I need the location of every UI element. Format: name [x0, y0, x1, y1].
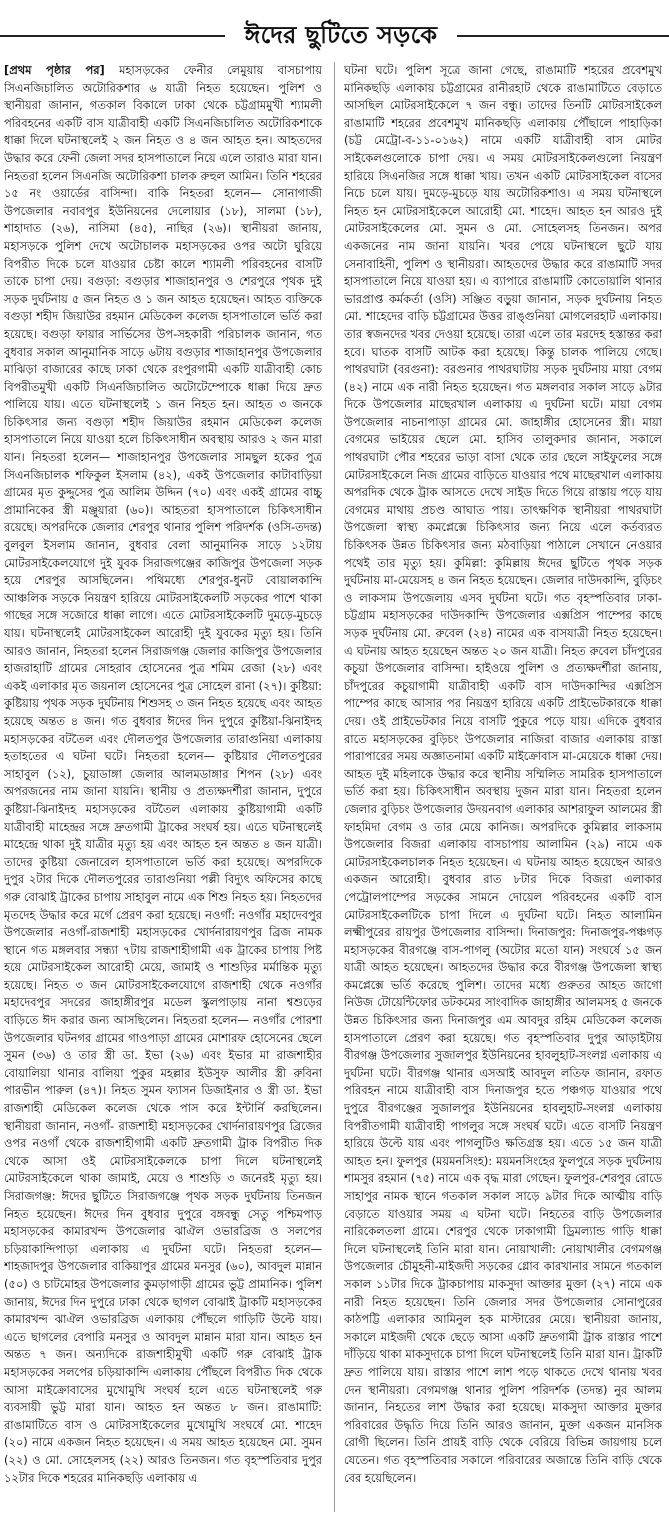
right-column [344, 62, 662, 1512]
column-divider [334, 62, 335, 1512]
left-column-body: মহাসড়কের ফেনীর লেমুয়ায় বাসচাপায় সিএনজিচালিত অটোরিকশার ৬ যাত্রী নিহত হয়েছেন। পুলিশ ও স্থানীয়রা জানান, গতকাল বিকালে ঢাকা থেকে চট্টগ্রামমুখী শ্যামলী পরিবহনের একটি বাস যাত্রীবাহী একটি সিএনজিচালিত অটোরিকশাকে ধাক্কা দিলে ঘটনাস্থলেই ২ জন নিহত ও ৪ জন আহত হন। আহতদের উদ্ধার করে ফেনী জেলা সদর হাসপাতালে নিয়ে এলে তারাও মারা যান। নিহতরা হলেন সিএনজি অটোরিকশা চালক রুহুল আমিন। তিনি শহরের ১৫ নং ওয়ার্ডের বাসিন্দা। বাকি নিহতরা হলেন— সোনাগাজী উপজেলার নবাবপুর ইউনিয়নের দেলোয়ার (১৮), সালমা (১৮), শাহাদাত (২৬), নাসিমা (৪৫), নাছির (২৬)। স্থানীয়রা জানায়, মহাসড়কে পুলিশ দেখে অটোচালক মহাসড়কের ওপর অটো ঘুরিয়ে বিপরীত দিকে চলে যাওয়ার চেষ্টা কালে শ্যামলী পরিবহনের বাসটি তাকে চাপা দেয়। বগুড়া: বগুড়ার শাজাহানপুর ও শেরপুরে পৃথক দুই সড়ক দুর্ঘটনায় ৫ জন নিহত ও ১ জন আহত হয়েছেন। আহত ব্যক্তিকে বগুড়া শহীদ জিয়াউর রহমান মেডিকেল কলেজ হাসপাতালে ভর্তি করা হয়েছে। বগুড়া ফায়ার সার্ভিসের উপ-সহকারী পরিচালক জানান, গত বুধবার সকাল আনুমানিক সাড়ে ৬টায় বগুড়ার শাজাহানপুর উপজেলার মাঝিড়া বাজারের কাছে ঢাকা থেকে রংপুরগামী একটি যাত্রীবাহী কোচ বিপরীতমুখী একটি সিএনজিচালিত অটোটেম্পোকে ধাক্কা দিয়ে দ্রুত পালিয়ে যায়। এতে ঘটনাস্থলেই ১ জন নিহত হন। আহত ৩ জনকে চিকিৎসার জন্য বগুড়া শহীদ জিয়াউর রহমান মেডিকেল কলেজ হাসপাতালে নিয়ে যাওয়া হলে চিকিৎসাধীন অবস্থায় আরও ২ জন মারা যান। নিহতরা হলেন— শাজাহানপুর উপজেলার সামছুল হকের পুত্র সিএনজিচালক শফিকুল ইসলাম (৪২), একই উপজেলার কাটাবাড়িয়া গ্রামের মৃত কুদ্দুসের পুত্র আলিম উদ্দিন (৭০) এবং একই গ্রামের বাচ্চু প্রামানিকের স্ত্রী মঞ্জুয়ারা (৬০)। আহতরা হাসপাতালে চিকিৎসাধীন রয়েছে। অপরদিকে জেলার শেরপুর থানার পুলিশ পরিদর্শক (ওসি-তদন্ত) বুলবুল ইসলাম জানান, বুধবার বেলা আনুমানিক সাড়ে ১২টায় মোটরসাইকেলযোগে দুই যুবক সিরাজগঞ্জের কাজিপুর উপজেলা সড়ক হয়ে শেরপুর আসছিলেন। পথিমধ্যে শেরপুর-ধুনট বোয়ালকান্দি আঞ্চলিক সড়কে নিয়ন্ত্রণ হারিয়ে মোটরসাইকেলটি সড়কের পাশে থাকা গাছের সঙ্গে সজোরে ধাক্কা লাগে। এতে মোটরসাইকেলটি দুমড়ে-মুচড়ে যায়। ঘটনাস্থলেই মোটরসাইকেল আরোহী দুই যুবকের মৃত্যু হয়। তিনি আরও জানান, নিহতরা হলেন সিরাজগঞ্জ জেলার কাজিপুর উপজেলার হাজরাহাটি গ্রামের সোহরাব হোসেনের পুত্র শমিম রেজা (২৮) এবং একই এলাকার মৃত জয়নাল হোসেনের পুত্র সোহেল রানা (২৭)। কুষ্টিয়া: কুষ্টিয়ায় পৃথক সড়ক দুর্ঘটনায় শিশুসহ ৩ জন নিহত হয়েছে এবং আহত হয়েছে অন্তত ৪ জন। গত বুধবার ঈদের দিন দুপুরে কুষ্টিয়া-ঝিনাইদহ মহাসড়কের বটতৈল এবং দৌলতপুর উপজেলার তারাগুনিয়া এলাকায় হতাহতের এ ঘটনা ঘটে। নিহতরা হলেন— কুষ্টিয়ার দৌলতপুরের সাহাবুল (১২), চুয়াডাঙ্গা জেলার আলমডাঙ্গার শিপন (২৮) এবং অপরজনের নাম জানা যায়নি। স্থানীয় ও প্রত্যক্ষদর্শীরা জানান, দুপুরে কুষ্টিয়া-ঝিনাইদহ মহাসড়কের বটতৈল এলাকায় কুষ্টিয়াগামী একটি যাত্রীবাহী মাহেন্দ্রর সঙ্গে দ্রুতগামী ট্রাকের সংঘর্ষ হয়। এতে ঘটনাস্থলেই মাহেন্দ্রে থাকা দুই যাত্রীর মৃত্যু হয় এবং আহত হন অন্তত ৪ জন যাত্রী। তাদের কুষ্টিয়া জেনারেল হাসপাতালে ভর্তি করা হয়েছে। অপরদিকে দুপুর ২টার দিকে দৌলতপুরের তারাগুনিয়া পল্লী বিদ্যুৎ অফিসের কাছে গরু বোঝাই ট্রাকের চাপায় সাহাবুল নামে এক শিশু নিহত হয়। নিহতদের মৃতদেহ উদ্ধার করে মর্গে প্রেরণ করা হয়েছে। নওগাঁ: নওগাঁর মহাদেবপুর উপজেলার নওগাঁ-রাজশাহী মহাসড়কের খোর্দনারায়ণপুর ব্রিজ নামক স্থানে গত মঙ্গলবার সন্ধ্যা ৭টায় রাজশাহীগামী এক ট্রাকের চাপায় পিষ্ট হয়ে মোটরসাইকেল আরোহী মেয়ে, জামাই ও শাশুড়ির মর্মান্তিক মৃত্যু হয়েছে। নিহত ৩ জন মোটরসাইকেলযোগে রাজশাহী থেকে নওগাঁর মহাদেবপুর সদরের জাহাঙ্গীরপুর মডেল স্কুলপাড়ায় নানা শ্বশুড়ের বাড়িতে ঈদ করার জন্য আসছিলেন। নিহতরা হলেন— নওগাঁর পোরশা উপজেলার ঘটনগর গ্রামের গাওপাড়া গ্রামের মোশারফ হোসেনের ছেলে সুমন (৩৬) ও তার স্ত্রী ডা. ইভা (২৬) এবং ইভার মা রাজশাহীর বোয়ালিয়া থানার বালিয়া পুকুর মহল্লার ইউসুফ আলীর স্ত্রী রুবিনা পারভীন পারুল (৪৭)। নিহত সুমন ফ্যাসন ডিজাইনার ও স্ত্রী ডা. ইভা রাজশাহী মেডিকেল কলেজ থেকে পাস করে ইন্টার্নি করছিলেন। স্থানীয়রা জানান, নওগাঁ- রাজশাহী মহাসড়কের খোর্দনারায়ণপুর ব্রিজের ওপর নওগাঁ থেকে রাজশাহীগামী একটি দ্রুতগামী ট্রাক বিপরীত দিক থেকে আসা ওই মোটরসাইকেলকে চাপা দিলে ঘটনাস্থলেই মোটরসাইকেলে থাকা জামাই, মেয়ে ও শাশুড়ি ৩ জনেরই মৃত্যু হয়। সিরাজগঞ্জ: ঈদের ছুটিতে সিরাজগঞ্জে পৃথক সড়ক দুর্ঘটনায় তিনজন নিহত হয়েছেন। ঈদের দিন বুধবার দুপুরে বঙ্গবন্ধু সেতু পশ্চিমপাড় মহাসড়কের কামারখন্দ উপজেলার ঝাঐল ওভারব্রিজ ও সলপের চড়িয়াকান্দিপাড়া এলাকায় এ দুর্ঘটনা ঘটে। নিহতরা হলেন— শাহজাদপুর উপজেলার বাকিয়াপুর গ্রামের মনসুর (৬০), আবদুল মান্নান (৫০) ও চাটমোহর উপজেলার কুমড়াগাড়ী গ্রামের ভুট্ট প্রামানিক। পুলিশ জানায়, ঈদের দিন দুপুরে ঢাকা থেকে ছাগল বোঝাই ট্রাকটি মহাসড়কের কামারখন্দ ঝাঐল ওভারব্রিজ এলাকায় পৌঁছলে গাড়িটি উল্টে যায়। এতে ছাগলের বেপারি মনসুর ও আবদুল মান্নান মারা যান। আহত হন অন্তত ৭ জন। অন্যদিকে রাজশাহীমুখী একটি গরু বোঝাই ট্রাক মহাসড়কের সলপের চড়িয়াকান্দি এলাকায় পৌঁছলে বিপরীত দিক থেকে আসা মাইক্রোবাসের মুখোমুখি সংঘর্ষ হলে এতে ঘটনাস্থলেই গরু ব্যবসায়ী ভুট্ট মারা যান। আহত হন অন্তত ৮ জন। রাঙামাটি: রাঙামাটিতে বাস ও মোটরসাইকেলের মুখোমুখি সংঘর্ষে মো. শাহেদ (২০) নামে একজন নিহত হয়েছেন। এ সময় আহত হয়েছেন মো. সুমন (২২) ও মো. সোহেলসহ (২২) আরও তিনজন। গত বৃহস্পতিবার দুপুর ১২টার দিকে শহরের মানিকছড়ি এলাকায় এ [4, 63, 322, 1485]
left-column [4, 62, 322, 1512]
article-columns [4, 62, 665, 1512]
left-column-text [4, 62, 322, 1487]
article-headline: ঈদের ছুটিতে সড়কে [225, 20, 457, 50]
page-continuation-label: [প্রথম পৃষ্ঠার পর] [4, 63, 105, 77]
right-column-body: ঘটনা ঘটে। পুলিশ সূত্রে জানা গেছে, রাঙামাটি শহরের প্রবেশমুখ মানিকছড়ি এলাকায় চট্টগ্রামের রানীরহাট থেকে রাঙামাটিতে বেড়াতে আসছিল মোটরসাইকেলে ৭ জন বন্ধু। তাদের তিনটি মোটরসাইকেল রাঙামাটি শহরের প্রবেশমুখ মানিকছড়ি এলাকায় পৌঁছালে পাহাড়িকা (চট্ট মেট্রো-ব-১১-০১৬২) নামে একটি যাত্রীবাহী বাস মোটর সাইকেলগুলোকে চাপা দেয়। এ সময় মোটরসাইকেলগুলো নিয়ন্ত্রণ হারিয়ে সিএনজির সঙ্গে ধাক্কা খায়। তখন একটি মোটরসাইকেল বাসের নিচে চলে যায়। দুমড়ে-মুচড়ে যায় অটোরিকশাও। এ সময় ঘটনাস্থলে নিহত হন মোটরসাইকেলে আরোহী মো. শাহেদ। আহত হন আরও দুই মোটরসাইকেলের মো. সুমন ও মো. সোহেলসহ তিনজন। অপর একজনের নাম জানা যায়নি। খবর পেয়ে ঘটনাস্থলে ছুটে যায় সেনাবাহিনী, পুলিশ ও স্থানীয়রা। আহতদের উদ্ধার করে রাঙামাটি সদর হাসপাতালে নিয়ে যাওয়া হয়। এ ব্যাপারে রাঙামাটি কোতোয়ালি থানার ভারপ্রাপ্ত কর্মকর্তা (ওসি) সঞ্জিত বড়ুয়া জানান, সড়ক দুর্ঘটনায় নিহত মো. শাহেদের বাড়ি চট্টগ্রামের উত্তর রাঙ্গুনিয়া মোগলেরহাট এলাকায়। তার স্বজনদের খবর দেওয়া হয়েছে। তারা এলে তার মরদেহ হস্তান্তর করা হবে। ঘাতক বাসটি আটক করা হয়েছে। কিন্তু চালক পালিয়ে গেছে। পাথরঘাটা (বরগুনা): বরগুনার পাথরঘাটায় সড়ক দুর্ঘটনায় মায়া বেগম (৪২) নামে এক নারী নিহত হয়েছেন। গত মঙ্গলবার সকাল সাড়ে ৯টার দিকে উপজেলার মাছেরখাল এলাকায় এ দুর্ঘটনা ঘটে। মায়া বেগম উপজেলার নাচনাপাড়া গ্রামের মো. জাহাঙ্গীর হোসেনের স্ত্রী। মায়া বেগমের ভাইয়ের ছেলে মো. হাসিব তালুকদার জানান, সকালে পাথরঘাটা পৌর শহরের ভাড়া বাসা থেকে তার ছেলে সাইফুলের সঙ্গে মোটরসাইকেলে নিজ গ্রামের বাড়িতে যাওয়ার পথে মাছেরখাল এলাকায় অপরদিক থেকে ট্রাক আসতে দেখে সাইড দিতে গিয়ে রাস্তায় পড়ে যায় বেগমের মাথায় প্রচণ্ড আঘাত পায়। তাৎক্ষণিক স্থানীয়রা পাথরঘাটা উপজেলা স্বাস্থ্য কমপ্লেক্সে চিকিৎসার জন্য নিয়ে এলে কর্তব্যরত চিকিৎসক উন্নত চিকিৎসার জন্য মঠবাড়িয়া পাঠালে সেখানে নেওয়ার পথেই তার মৃত্যু হয়। কুমিল্লা: কুমিল্লায় ঈদের ছুটিতে পৃথক সড়ক দুর্ঘটনায় মা-মেয়েসহ ৪ জন নিহত হয়েছেন। জেলার দাউদকান্দি, বুড়িচং ও লাকসাম উপজেলায় এসব দুর্ঘটনা ঘটে। গত বৃহস্পতিবার ঢাকা-চট্টগ্রাম মহাসড়কের দাউদকান্দি উপজেলার এক্সপ্রিস পাম্পের কাছে সড়ক দুর্ঘটনায় মো. রুবেল (২৪) নামের এক বাসযাত্রী নিহত হয়েছেন। এ ঘটনায় আহত হয়েছেন অন্তত ২০ জন যাত্রী। নিহত রুবেল চাঁদপুরের কচুয়া উপজেলার বাসিন্দা। হাইওয়ে পুলিশ ও প্রত্যক্ষদর্শীরা জানায়, চাঁদপুরের কচুয়াগামী যাত্রীবাহী একটি বাস দাউদকান্দির এক্সপ্রিস পাম্পের কাছে আসার পর নিয়ন্ত্রণ হারিয়ে একটি প্রাইভেটকারকে ধাক্কা দেয়। ওই প্রাইভেটকার নিয়ে বাসটি পুকুরে পড়ে যায়। এদিকে বুধবার রাতে মহাসড়কের বুড়িচং উপজেলার নাজিরা বাজার এলাকায় রাস্তা পারাপারের সময় অজ্ঞাতনামা একটি মাইক্রোবাস মা-মেয়েকে ধাক্কা দেয়। আহত দুই মহিলাকে উদ্ধার করে স্থানীয় সম্মিলিত সামরিক হাসপাতালে ভর্তি করা হয়। চিকিৎসাধীন অবস্থায় দুজন মারা যান। নিহতরা হলেন জেলার বুড়িচং উপজেলার উদয়নবাগ এলাকার আশরাফুল আলমের স্ত্রী ফাহমিদা বেগম ও তার মেয়ে কানিজ। অপরদিকে কুমিল্লার লাকসাম উপজেলার বিজরা এলাকায় বাসচাপায় আলামিন (২৯) নামে এক মোটরসাইকেলচালক নিহত হয়েছেন। এ ঘটনায় আহত হয়েছেন আরও একজন আরোহী। বুধবার রাত ৮টার দিকে বিজরা এলাকার পেট্রোলপাম্পের সড়কের সামনে দোয়েল পরিবহনের একটি বাস মোটরসাইকেলটিকে চাপা দিলে এ দুর্ঘটনা ঘটে। নিহত আলামিন লক্ষ্মীপুরের রায়পুর উপজেলার বাসিন্দা। দিনাজপুর: দিনাজপুর-পঞ্চগড় মহাসড়কের বীরগঞ্জে বাস-পাগলু (অটোর মতো যান) সংঘর্ষে ১৫ জন যাত্রী আহত হয়েছেন। আহতদের উদ্ধার করে বীরগঞ্জ উপজেলা স্বাস্থ্য কমপ্লেক্সে ভর্তি করেছে পুলিশ। তাদের মধ্যে গুরুতর আহত জাগো নিউজ টোয়েন্টিফোর ডটকমের সাংবাদিক জাহাঙ্গীর আলমসহ ৫ জনকে উন্নত চিকিৎসার জন্য দিনাজপুর এম আবদুর রহিম মেডিকেল কলেজ হাসপাতালে প্রেরণ করা হয়েছে। গত বৃহস্পতিবার দুপুর আড়াইটায় বীরগঞ্জ উপজেলার সুজালপুর ইউনিয়নের হাবলুহাট-সংলগ্ন এলাকায় এ দুর্ঘটনা ঘটে। বীরগঞ্জ থানার এসআই আবদুল লতিফ জানান, রফাত পরিবহন নামে যাত্রীবাহী বাস দিনাজপুর হতে পঞ্চগড় যাওয়ার পথে দুপুরে বীরগঞ্জের সুজালপুর ইউনিয়নের হাবলুহাট-সংলগ্ন এলাকায় বিপরীতগামী যাত্রীবাহী পাগলুর সঙ্গে সংঘর্ষ ঘটে। এতে বাসটি নিয়ন্ত্রণ হারিয়ে উল্টে যায় এবং পাগলুটিও ক্ষতিগ্রস্ত হয়। এতে ১৫ জন যাত্রী আহত হন। ফুলপুর (ময়মনসিংহ): ময়মনসিংহের ফুলপুরে সড়ক দুর্ঘটনায় শামসুর রহমান (৭৫) নামে এক বৃদ্ধ মারা গেছেন। ফুলপুর-শেরপুর রোডে সাহাপুর নামক স্থানে গতকাল সকাল সাড়ে ৯টার দিকে আত্মীয় বাড়ি বেড়াতে যাওয়ার সময় এ ঘটনা ঘটে। নিহতের বাড়ি উপজেলার নারিকেলতলা গ্রামে। শেরপুর থেকে ঢাকাগামী ড্রিমল্যান্ড গাড়ি ধাক্কা দিলে ঘটনাস্থলেই তিনি মারা যান। নোয়াখালী: নোয়াখালীর বেগমগঞ্জ উপজেলার চৌমুহনী-মাইজদী সড়কের গ্লোব কারখানার সামনে গতকাল সকাল ১১টার দিকে ট্রাকচাপায় মাকসুদা আক্তার মুক্তা (২৭) নামে এক নারী নিহত হয়েছেন। তিনি জেলার সদর উপজেলার সোনাপুরের কাঠপট্টি এলাকার আমিনুল হক মাস্টারের মেয়ে। স্থানীয়রা জানায়, সকালে মাইজদী থেকে ছেড়ে আসা একটি দ্রুতগামী ট্রাক রাস্তার পাশে দাঁড়িয়ে থাকা মাকসুদাকে চাপা দিলে ঘটনাস্থলেই তিনি মারা যান। ট্রাকটি দ্রুত পালিয়ে যায়। রাস্তার পাশে লাশ পড়ে থাকতে দেখে থানায় খবর দেন স্থানীয়রা। বেগমগঞ্জ থানার পুলিশ পরিদর্শক (তদন্ত) নুর আলম জানান, নিহতের লাশ উদ্ধার করা হয়েছে। মাকসুদা আক্তার মুক্তার পরিবারের উদ্ধৃতি দিয়ে তিনি আরও জানান, মুক্তা একজন মানসিক রোগী ছিলেন। তিনি প্রায়ই বাড়ি থেকে বেরিয়ে বিভিন্ন জায়গায় চলে যেতেন। গত বৃহস্পতিবার সকালে পরিবারের অজান্তে তিনি বাড়ি থেকে বের হয়েছিলেন। [344, 63, 662, 1485]
right-column-text [344, 62, 662, 1487]
headline-bar [0, 0, 669, 60]
